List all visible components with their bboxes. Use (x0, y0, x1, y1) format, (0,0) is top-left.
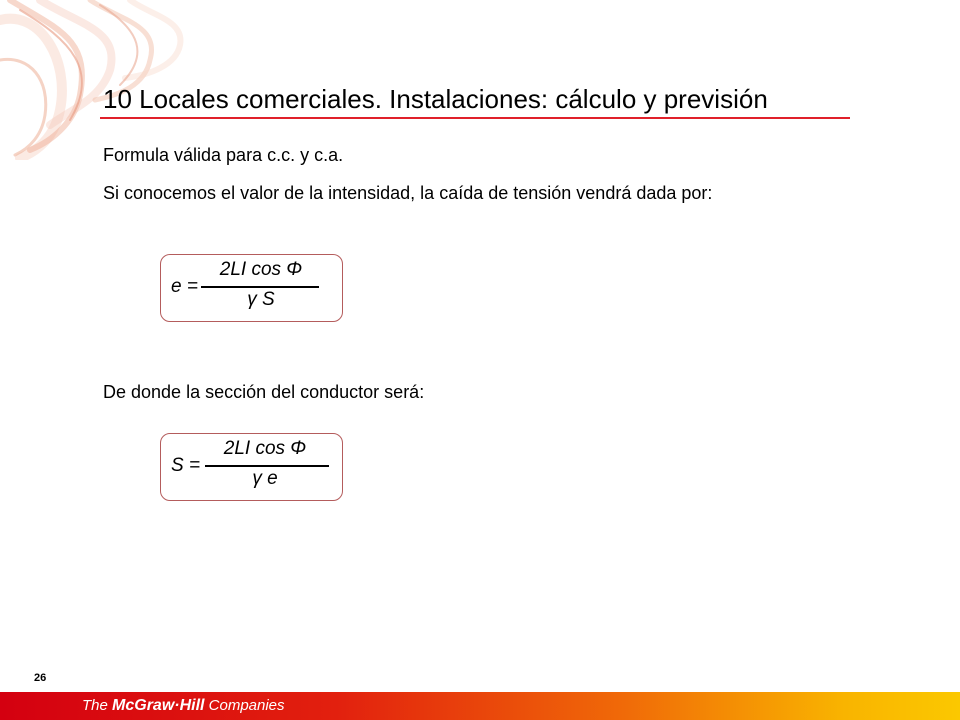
slide-title: 10 Locales comerciales. Instalaciones: cálculo y previsión (103, 84, 768, 114)
publisher-logo (82, 697, 285, 715)
formula-numerator: 2LI cos Φ (219, 259, 303, 280)
formula-lhs: e = (171, 276, 198, 297)
formula-denominator: γ e (252, 468, 278, 489)
formula-numerator: 2LI cos Φ (223, 438, 307, 459)
fraction-bar (201, 286, 319, 288)
paragraph-formula-validity: Formula válida para c.c. y c.a. (103, 145, 344, 165)
paragraph-voltage-drop-intro: Si conocemos el valor de la intensidad, la caída de tensión vendrá dada por: (103, 183, 713, 203)
paragraph-section-intro: De donde la sección del conductor será: (103, 382, 425, 402)
conductor-section-formula-box (160, 433, 343, 501)
formula-lhs: S = (171, 455, 201, 476)
formula-denominator: γ S (247, 289, 275, 310)
page-number: 26 (34, 672, 47, 684)
title-underline (100, 117, 850, 119)
footer-bar (0, 692, 960, 720)
voltage-drop-formula-box (160, 254, 343, 322)
brand-prefix: The (82, 697, 113, 714)
brand-name: McGraw·Hill (112, 697, 205, 714)
fraction-bar (205, 465, 329, 467)
smoke-decoration (0, 0, 200, 160)
brand-suffix: Companies (204, 697, 285, 714)
